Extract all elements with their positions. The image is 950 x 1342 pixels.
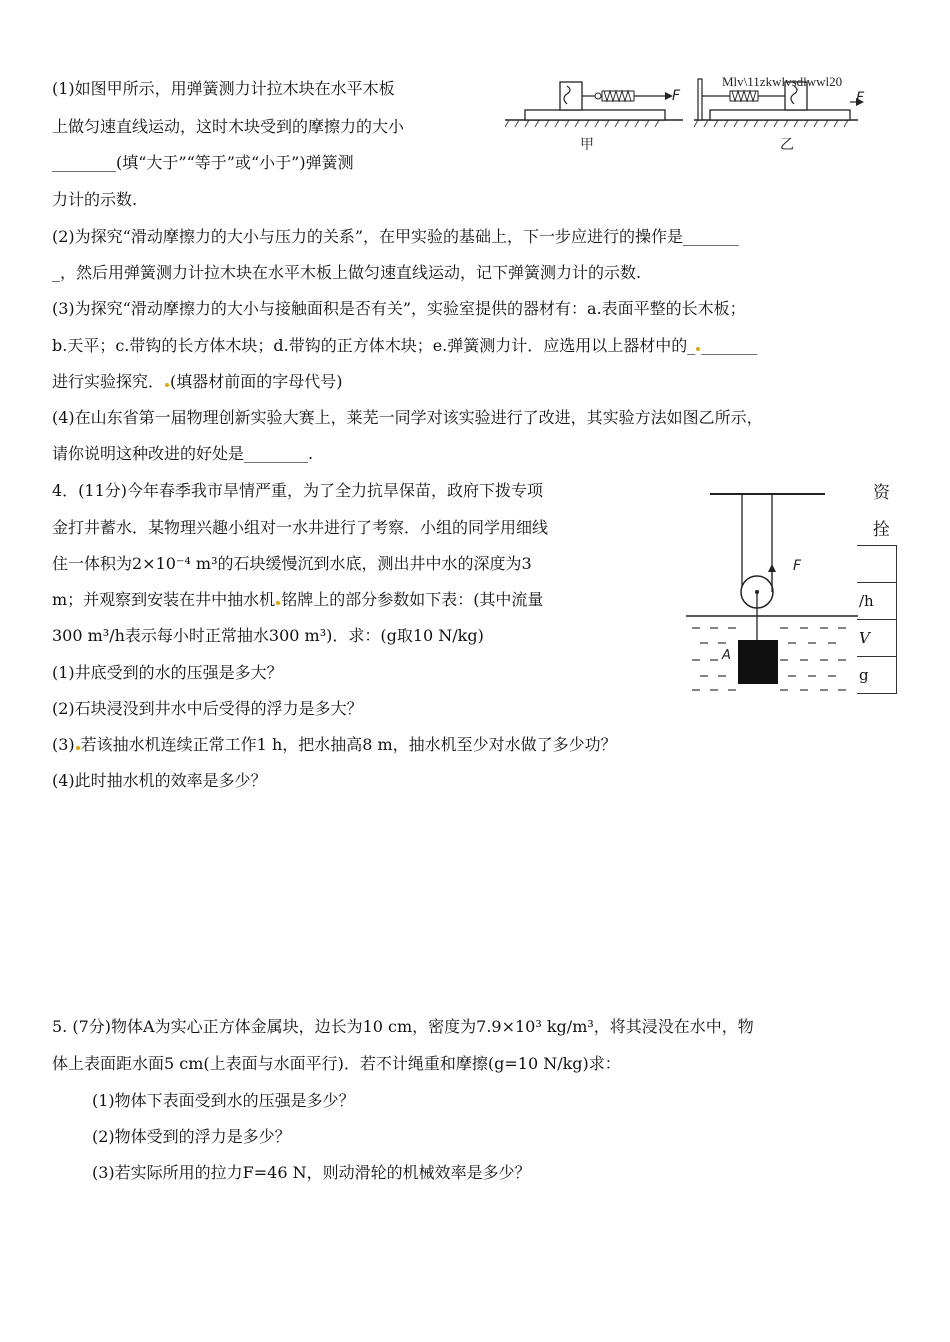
- metal-block-a: [738, 640, 778, 684]
- q4-line5: 300 m³/h表示每小时正常抽水300 m³)．求：(g取10 N/kg): [52, 626, 484, 645]
- table-cell: [857, 546, 897, 583]
- figure-yi-force-label: F: [856, 90, 865, 106]
- well-pulley-diagram: [680, 488, 860, 703]
- q4-line4-part2: 铭牌上的部分参数如下表：(其中流量: [281, 590, 544, 609]
- figure-jia-label: 甲: [580, 137, 594, 153]
- table-cell: g: [857, 657, 897, 694]
- q4-line2: 金打井蓄水．某物理兴趣小组对一水井进行了考察．小组的同学用细线: [52, 518, 549, 537]
- ink-dot: [696, 347, 700, 351]
- ink-dot: [165, 383, 169, 387]
- q4-line1-tail: 资: [873, 483, 890, 503]
- q5-line2: 体上表面距水面5 cm(上表面与水面平行)．若不计绳重和摩擦(g=10 N/kg)求：: [52, 1054, 621, 1073]
- q4-line4: [52, 589, 543, 611]
- q3-part3-line2-text: b.天平；c.带钩的长方体木块；d.带钩的正方体木块；e.弹簧测力计．应选用以上器材中的_: [52, 336, 696, 355]
- table-cell: /h: [857, 583, 897, 620]
- block-a-label: A: [722, 648, 731, 663]
- q3-part1-line4: 力计的示数.: [52, 190, 138, 209]
- q5-question3: (3)若实际所用的拉力F=46 N，则动滑轮的机械效率是多少？: [92, 1163, 531, 1182]
- q5-question2: (2)物体受到的浮力是多少？: [92, 1127, 291, 1146]
- ink-dot: [276, 601, 280, 605]
- figure-jia-diagram: [505, 72, 685, 132]
- q3-part2-line1: (2)为探究“滑动摩擦力的大小与压力的关系”，在甲实验的基础上，下一步应进行的操作是_______: [52, 227, 740, 246]
- q3-part3-line2-blank: _______: [701, 336, 758, 355]
- q3-part1-line3: ________(填“大于”“等于”或“小于”)弹簧测: [52, 153, 354, 172]
- q4-line2-tail: 拴: [873, 520, 890, 540]
- pump-nameplate-table: [857, 545, 897, 694]
- q3-part3-line1: (3)为探究“滑动摩擦力的大小与接触面积是否有关”，实验室提供的器材有：a.表面平整的长木板；: [52, 299, 746, 318]
- q4-line1: 4．(11分)今年春季我市旱情严重，为了全力抗旱保苗，政府下拨专项: [52, 481, 544, 500]
- q3-part3-line3-text: 进行实验探究．: [52, 372, 165, 391]
- q4-line4-part1: m；并观察到安装在井中抽水机: [52, 590, 276, 609]
- q3-part3-line3: [52, 371, 343, 393]
- q4-question3-num: (3): [52, 735, 75, 754]
- q5-question1: (1)物体下表面受到水的压强是多少？: [92, 1091, 355, 1110]
- q5-line1: 5. (7分)物体A为实心正方体金属块，边长为10 cm，密度为7.9×10³ kg/m³，将其浸没在水中，物: [52, 1017, 754, 1036]
- figure-yi-watermark: Mlv\11zkwlvsdlwwl20: [722, 74, 843, 89]
- q4-question1: (1)井底受到的水的压强是多大？: [52, 663, 283, 682]
- q3-part1-line2: 上做匀速直线运动，这时木块受到的摩擦力的大小: [52, 117, 405, 136]
- ink-dot: [76, 746, 80, 750]
- q4-question3-text: 若该抽水机连续正常工作1 h，把水抽高8 m，抽水机至少对水做了多少功？: [80, 735, 617, 754]
- q4-question3: [52, 734, 617, 756]
- figure-yi-label: 乙: [780, 137, 794, 153]
- table-cell: V: [857, 620, 897, 657]
- q3-part1-line1: (1)如图甲所示，用弹簧测力计拉木块在水平木板: [52, 79, 395, 98]
- q3-part3-line3-note: (填器材前面的字母代号): [170, 372, 343, 391]
- q3-part4-line2: 请你说明这种改进的好处是________.: [52, 444, 314, 463]
- figure-jia-force-label: F: [672, 88, 681, 104]
- q3-part3-line2: [52, 335, 757, 357]
- pulley-force-label: F: [793, 558, 802, 574]
- q3-part2-line2: _，然后用弹簧测力计拉木块在水平木板上做匀速直线运动，记下弹簧测力计的示数.: [52, 263, 642, 282]
- q3-part4-line1: (4)在山东省第一届物理创新实验大赛上，莱芜一同学对该实验进行了改进，其实验方法如图乙所示，: [52, 408, 763, 427]
- q4-line3: 住一体积为2×10⁻⁴ m³的石块缓慢沉到水底，测出井中水的深度为3: [52, 554, 532, 573]
- q4-question4: (4)此时抽水机的效率是多少？: [52, 771, 267, 790]
- q4-question2: (2)石块浸没到井水中后受得的浮力是多大？: [52, 699, 363, 718]
